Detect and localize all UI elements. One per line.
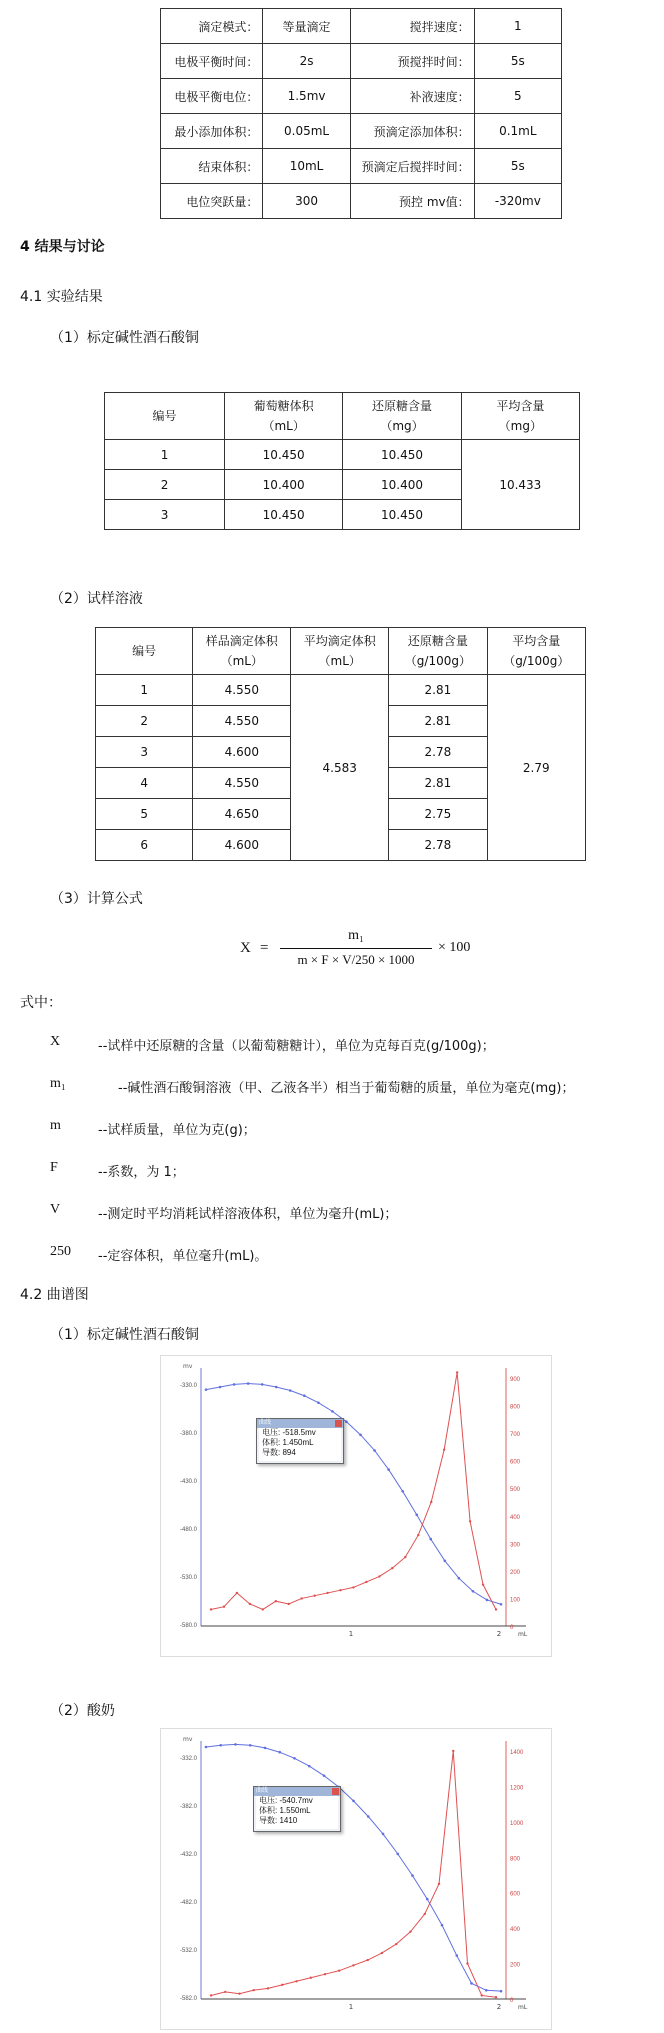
derivative-point <box>352 1964 354 1966</box>
voltage-point <box>219 1744 222 1747</box>
params-cell: 电极平衡时间： <box>161 44 263 79</box>
voltage-point <box>382 1833 385 1836</box>
derivative-point <box>236 1592 238 1594</box>
header-text: （mL） <box>262 419 305 433</box>
voltage-point <box>441 1924 444 1927</box>
sub-5-title: （2）酸奶 <box>50 1703 115 1719</box>
table-cell: 3 <box>96 737 193 768</box>
data-tooltip <box>256 1418 344 1464</box>
voltage-point <box>387 1468 390 1471</box>
derivative-point <box>469 1520 471 1522</box>
voltage-point <box>486 1599 489 1602</box>
header-text: 样品滴定体积 <box>205 634 278 648</box>
params-cell: 5s <box>474 149 561 184</box>
params-row <box>161 149 562 184</box>
params-cell: 预控 mv值： <box>350 184 474 219</box>
tooltip-line: 电压: -540.7mv <box>256 1796 338 1806</box>
formula-lhs: X <box>240 940 251 956</box>
table-row <box>96 675 586 706</box>
params-table <box>160 8 562 219</box>
fraction-line <box>280 948 432 949</box>
derivative-point <box>482 1583 484 1585</box>
y-left-tick: -582.0 <box>179 1996 197 2002</box>
average-volume-cell: 4.583 <box>291 675 389 861</box>
y-left-unit: mv <box>183 1736 193 1743</box>
y-left-tick: -532.0 <box>179 1948 197 1954</box>
voltage-point <box>500 1990 503 1993</box>
x-tick: 1 <box>348 1630 354 1638</box>
derivative-point <box>262 1608 264 1610</box>
derivative-point <box>430 1501 432 1503</box>
header-text: 还原糖含量 <box>407 634 468 648</box>
voltage-point <box>264 1747 267 1750</box>
params-cell: 电位突跃量： <box>161 184 263 219</box>
params-cell: 预搅拌时间： <box>350 44 474 79</box>
params-cell: 预滴定后搅拌时间： <box>350 149 474 184</box>
y-right-tick: 300 <box>510 1542 521 1549</box>
close-icon[interactable] <box>332 1788 339 1795</box>
table-cell: 2.81 <box>389 768 487 799</box>
y-right-tick: 600 <box>510 1891 521 1898</box>
voltage-point <box>367 1815 370 1818</box>
table-header-cell <box>193 628 291 675</box>
derivative-point <box>324 1973 326 1975</box>
params-cell: 补液速度： <box>350 79 474 114</box>
derivative-point <box>424 1913 426 1915</box>
table-standard <box>104 392 580 530</box>
formula-tail: × 100 <box>438 940 471 955</box>
table-cell: 5 <box>96 799 193 830</box>
voltage-point <box>261 1383 264 1386</box>
data-tooltip <box>253 1786 341 1832</box>
voltage-line <box>206 1744 501 1991</box>
y-right-tick: 200 <box>510 1569 521 1576</box>
derivative-point <box>267 1987 269 1989</box>
voltage-point <box>205 1746 208 1749</box>
table-cell: 2.81 <box>389 675 487 706</box>
formula-denominator: m × F × V/250 × 1000 <box>297 952 415 967</box>
chart-standard <box>160 1355 552 1657</box>
table-cell: 2.78 <box>389 830 487 861</box>
section-4-title: 4 结果与讨论 <box>20 239 105 255</box>
table-header-cell <box>461 393 579 440</box>
definition-text: --系数，为 1； <box>98 1165 185 1180</box>
tooltip-title: 曲线 <box>254 1787 340 1796</box>
y-right-tick: 400 <box>510 1927 521 1934</box>
header-text: （mg） <box>498 419 542 433</box>
header-text: 平均滴定体积 <box>303 634 376 648</box>
sub-4-title: （1）标定碱性酒石酸铜 <box>50 1327 199 1343</box>
derivative-point <box>223 1606 225 1608</box>
x-unit: mL <box>518 1631 528 1638</box>
params-cell: 搅拌速度： <box>350 9 474 44</box>
params-cell: 5 <box>474 79 561 114</box>
derivative-point <box>417 1534 419 1536</box>
params-cell: 0.1mL <box>474 114 561 149</box>
sub-1-title: （1）标定碱性酒石酸铜 <box>50 330 199 346</box>
derivative-point <box>275 1600 277 1602</box>
table-cell: 4 <box>96 768 193 799</box>
voltage-point <box>317 1401 320 1404</box>
tooltip-line: 体积: 1.550mL <box>256 1806 338 1816</box>
params-row <box>161 184 562 219</box>
derivative-point <box>378 1575 380 1577</box>
header-text: 葡萄糖体积 <box>253 399 314 413</box>
definition-text: --定容体积，单位毫升(mL)。 <box>98 1249 268 1264</box>
table-header-cell <box>487 628 585 675</box>
derivative-point <box>409 1930 411 1932</box>
y-right-tick: 900 <box>510 1377 521 1383</box>
table-header-row <box>105 393 580 440</box>
tooltip-line: 导数: 894 <box>259 1448 341 1458</box>
params-cell: -320mv <box>474 184 561 219</box>
table-cell: 6 <box>96 830 193 861</box>
header-text: （mL） <box>318 654 361 668</box>
table-cell: 10.450 <box>343 440 461 470</box>
table-cell: 2 <box>105 470 225 500</box>
y-left-tick: -332.0 <box>179 1756 197 1762</box>
params-cell: 结束体积： <box>161 149 263 184</box>
formula-eq: = <box>260 940 269 956</box>
params-cell: 滴定模式： <box>161 9 263 44</box>
table-header-cell <box>343 393 461 440</box>
tooltip-line: 导数: 1410 <box>256 1816 338 1826</box>
voltage-point <box>234 1743 237 1746</box>
params-cell: 0.05mL <box>263 114 350 149</box>
voltage-point <box>415 1513 418 1516</box>
params-row <box>161 44 562 79</box>
voltage-point <box>444 1560 447 1563</box>
voltage-point <box>219 1386 222 1389</box>
voltage-point <box>429 1538 432 1541</box>
voltage-point <box>458 1577 461 1580</box>
y-right-tick: 1200 <box>510 1785 524 1792</box>
params-cell: 电极平衡电位： <box>161 79 263 114</box>
params-cell: 1 <box>474 9 561 44</box>
voltage-point <box>289 1389 292 1392</box>
voltage-point <box>308 1765 311 1768</box>
x-tick: 2 <box>496 1630 502 1638</box>
params-cell: 1.5mv <box>263 79 350 114</box>
definition-symbol: m₁ <box>50 1076 66 1091</box>
derivative-point <box>391 1567 393 1569</box>
voltage-point <box>345 1420 348 1423</box>
voltage-point <box>411 1874 414 1877</box>
header-text: （mg） <box>380 419 424 433</box>
y-left-unit: mv <box>183 1363 193 1370</box>
params-cell: 预滴定添加体积： <box>350 114 474 149</box>
average-cell: 10.433 <box>461 440 579 530</box>
derivative-point <box>313 1594 315 1596</box>
params-cell: 5s <box>474 44 561 79</box>
derivative-point <box>295 1980 297 1982</box>
x-tick: 1 <box>348 2003 354 2011</box>
derivative-point <box>224 1991 226 1993</box>
table-cell: 4.550 <box>193 768 291 799</box>
table-header-cell <box>225 393 343 440</box>
header-text: 编号 <box>132 644 157 658</box>
table-cell: 10.450 <box>225 440 343 470</box>
derivative-point <box>404 1556 406 1558</box>
derivative-point <box>365 1581 367 1583</box>
table-header-cell <box>96 628 193 675</box>
derivative-point <box>443 1448 445 1450</box>
definition-symbol: F <box>50 1160 58 1175</box>
derivative-point <box>352 1586 354 1588</box>
y-right-tick: 200 <box>510 1962 521 1969</box>
y-right-tick: 500 <box>510 1487 521 1494</box>
section-4-1-title: 4.1 实验结果 <box>20 289 103 305</box>
y-right-tick: 0 <box>510 1998 514 2004</box>
derivative-point <box>395 1943 397 1945</box>
voltage-point <box>247 1382 250 1385</box>
x-tick: 2 <box>496 2003 502 2011</box>
table-cell: 4.650 <box>193 799 291 830</box>
derivative-point <box>238 1992 240 1994</box>
table-cell: 2.81 <box>389 706 487 737</box>
header-text: （g/100g） <box>404 654 471 668</box>
definition-symbol: V <box>50 1202 61 1217</box>
table-cell: 10.400 <box>225 470 343 500</box>
voltage-point <box>485 1989 488 1992</box>
params-row <box>161 9 562 44</box>
derivative-point <box>281 1984 283 1986</box>
table-cell: 2.78 <box>389 737 487 768</box>
header-text: 编号 <box>152 409 177 423</box>
table-cell: 4.550 <box>193 675 291 706</box>
table-header-cell <box>291 628 389 675</box>
y-right-tick: 700 <box>510 1432 521 1439</box>
table-cell: 2 <box>96 706 193 737</box>
y-right-tick: 800 <box>510 1404 521 1411</box>
table-cell: 10.400 <box>343 470 461 500</box>
derivative-point <box>438 1883 440 1885</box>
voltage-point <box>275 1386 278 1389</box>
voltage-point <box>470 1982 473 1985</box>
header-text: 还原糖含量 <box>371 399 432 413</box>
voltage-point <box>500 1603 503 1606</box>
y-right-tick: 100 <box>510 1597 521 1604</box>
y-right-tick: 400 <box>510 1514 521 1521</box>
params-cell: 10mL <box>263 149 350 184</box>
derivative-point <box>253 1989 255 1991</box>
table-cell: 4.600 <box>193 830 291 861</box>
y-left-tick: -430.0 <box>179 1479 197 1485</box>
derivative-point <box>481 1994 483 1996</box>
definition-text: --试样中还原糖的含量（以葡萄糖糖计），单位为克每百克(g/100g)； <box>98 1039 495 1054</box>
params-cell: 等量滴定 <box>263 9 350 44</box>
params-cell: 300 <box>263 184 350 219</box>
derivative-point <box>466 1962 468 1964</box>
voltage-point <box>396 1853 399 1856</box>
voltage-point <box>359 1434 362 1437</box>
derivative-point <box>210 1994 212 1996</box>
params-cell: 最小添加体积： <box>161 114 263 149</box>
voltage-point <box>472 1590 475 1593</box>
average-content-cell: 2.79 <box>487 675 585 861</box>
section-4-2-title: 4.2 曲谱图 <box>20 1287 89 1303</box>
y-left-tick: -482.0 <box>179 1900 197 1906</box>
params-cell: 2s <box>263 44 350 79</box>
y-left-tick: -580.0 <box>179 1623 197 1629</box>
sub-2-title: （2）试样溶液 <box>50 591 143 607</box>
voltage-point <box>323 1774 326 1777</box>
table-cell: 1 <box>96 675 193 706</box>
derivative-point <box>300 1597 302 1599</box>
formula-numerator: m₁ <box>348 928 364 943</box>
chart-yogurt <box>160 1728 552 2030</box>
definition-text: --碱性酒石酸铜溶液（甲、乙液各半）相当于葡萄糖的质量，单位为毫克(mg)； <box>118 1081 575 1096</box>
derivative-point <box>367 1959 369 1961</box>
tooltip-line: 电压: -518.5mv <box>259 1428 341 1438</box>
header-text: 平均含量 <box>496 399 545 413</box>
table-cell: 1 <box>105 440 225 470</box>
definition-symbol: X <box>50 1034 61 1049</box>
table-cell: 4.600 <box>193 737 291 768</box>
voltage-point <box>303 1394 306 1397</box>
close-icon[interactable] <box>335 1420 342 1427</box>
derivative-line <box>211 1372 496 1609</box>
y-left-tick: -432.0 <box>179 1852 197 1858</box>
voltage-point <box>331 1410 334 1413</box>
voltage-point <box>455 1954 458 1957</box>
table-cell: 3 <box>105 500 225 530</box>
y-right-tick: 800 <box>510 1856 521 1863</box>
voltage-point <box>352 1800 355 1803</box>
table-header-cell <box>389 628 487 675</box>
params-row <box>161 79 562 114</box>
derivative-point <box>249 1603 251 1605</box>
tooltip-title: 曲线 <box>257 1419 343 1428</box>
definition-symbol: m <box>50 1118 61 1133</box>
sub-3-title: （3）计算公式 <box>50 891 143 907</box>
y-left-tick: -530.0 <box>179 1575 197 1581</box>
table-cell: 4.550 <box>193 706 291 737</box>
definition-symbol: 250 <box>50 1244 71 1259</box>
y-left-tick: -380.0 <box>179 1431 197 1437</box>
voltage-point <box>233 1383 236 1386</box>
header-text: 平均含量 <box>512 634 561 648</box>
voltage-point <box>205 1388 208 1391</box>
header-text: （mL） <box>220 654 263 668</box>
voltage-point <box>373 1449 376 1452</box>
table-cell: 2.75 <box>389 799 487 830</box>
derivative-point <box>339 1589 341 1591</box>
header-text: （g/100g） <box>503 654 570 668</box>
derivative-point <box>495 1996 497 1998</box>
params-row <box>161 114 562 149</box>
y-left-tick: -330.0 <box>179 1383 197 1389</box>
y-right-tick: 0 <box>510 1625 514 1631</box>
derivative-point <box>495 1608 497 1610</box>
voltage-point <box>249 1744 252 1747</box>
derivative-point <box>452 1750 454 1752</box>
table-header-row <box>96 628 586 675</box>
voltage-point <box>278 1751 281 1754</box>
voltage-point <box>426 1898 429 1901</box>
y-right-tick: 1400 <box>510 1750 524 1756</box>
derivative-point <box>456 1371 458 1373</box>
table-cell: 10.450 <box>225 500 343 530</box>
voltage-line <box>206 1384 501 1605</box>
derivative-point <box>326 1592 328 1594</box>
tooltip-line: 体积: 1.450mL <box>259 1438 341 1448</box>
y-left-tick: -480.0 <box>179 1527 197 1533</box>
table-row <box>105 440 580 470</box>
table-cell: 10.450 <box>343 500 461 530</box>
y-right-tick: 1000 <box>510 1820 524 1827</box>
derivative-point <box>381 1952 383 1954</box>
definition-text: --试样质量，单位为克(g)； <box>98 1123 256 1138</box>
derivative-point <box>288 1603 290 1605</box>
x-unit: mL <box>518 2004 528 2011</box>
derivative-point <box>310 1977 312 1979</box>
derivative-point <box>210 1608 212 1610</box>
derivative-point <box>338 1969 340 1971</box>
y-right-tick: 600 <box>510 1459 521 1466</box>
voltage-point <box>293 1757 296 1760</box>
voltage-point <box>401 1490 404 1493</box>
y-left-tick: -382.0 <box>179 1804 197 1810</box>
where-label: 式中： <box>20 995 62 1011</box>
table-header-cell <box>105 393 225 440</box>
definition-text: --测定时平均消耗试样溶液体积，单位为毫升(mL)； <box>98 1207 398 1222</box>
table-sample <box>95 627 586 861</box>
